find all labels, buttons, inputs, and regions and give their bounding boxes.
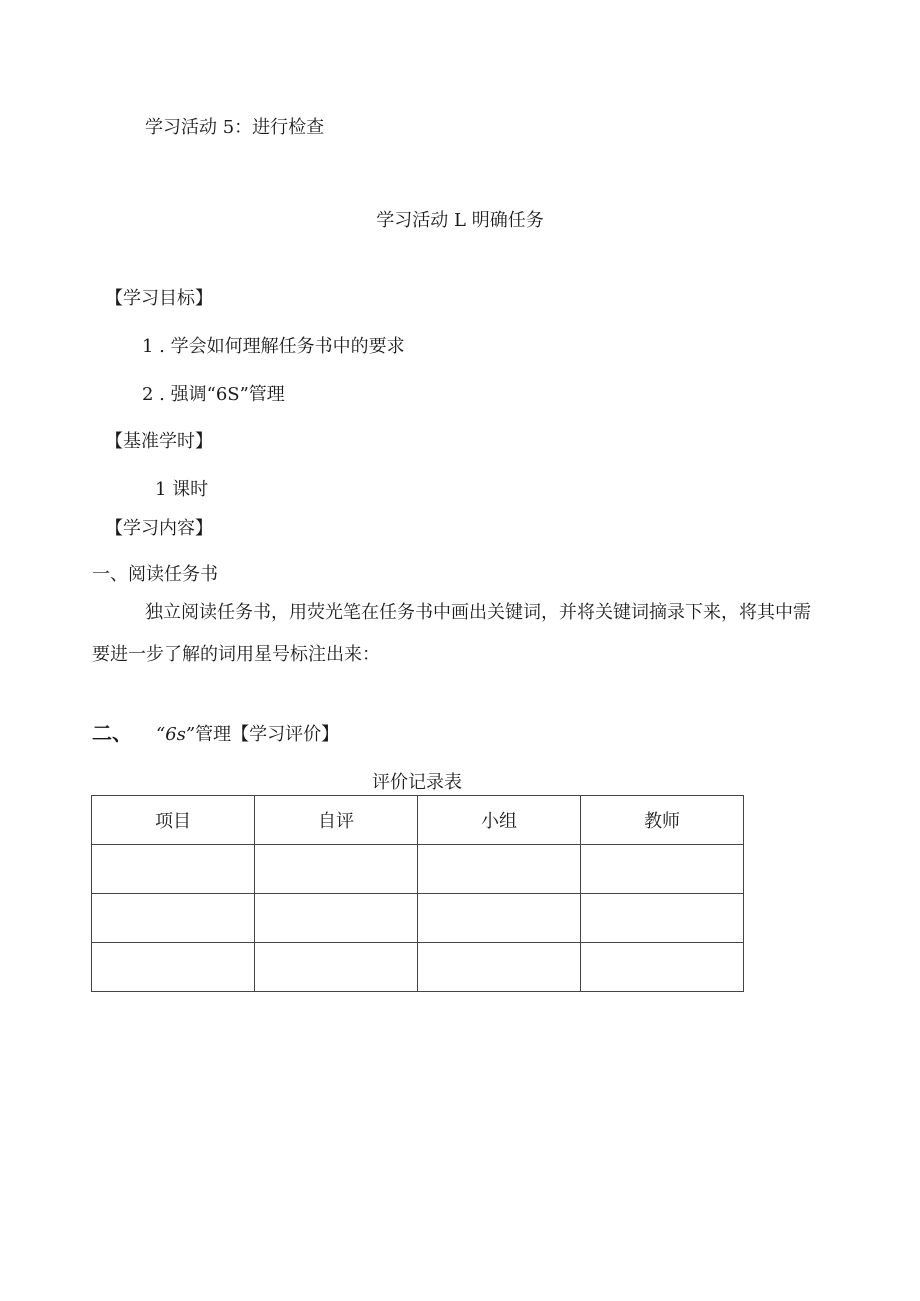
table-cell[interactable] (92, 943, 255, 992)
learning-goals-heading: 【学习目标】 (105, 288, 213, 309)
table-cell[interactable] (255, 894, 418, 943)
section-2-quoted-term: “6s” (156, 724, 196, 745)
evaluation-record-table (91, 795, 744, 992)
activity-5-heading: 学习活动 5：进行检查 (145, 117, 325, 138)
table-row (92, 943, 744, 992)
section-2-title-rest: 管理【学习评价】 (195, 724, 340, 745)
table-cell[interactable] (92, 845, 255, 894)
table-cell[interactable] (418, 894, 581, 943)
table-cell[interactable] (581, 845, 744, 894)
section-2-number: 二、 (92, 721, 132, 745)
table-cell[interactable] (581, 894, 744, 943)
header-item: 项目 (92, 796, 255, 845)
table-cell[interactable] (418, 845, 581, 894)
standard-hours-heading: 【基准学时】 (105, 431, 213, 452)
table-cell[interactable] (255, 845, 418, 894)
goal-item-1: 1 . 学会如何理解任务书中的要求 (142, 336, 405, 357)
section-1-paragraph-line-2: 要进一步了解的词用星号标注出来： (92, 644, 380, 665)
section-1-title: 一、阅读任务书 (92, 564, 218, 585)
table-row (92, 845, 744, 894)
table-cell[interactable] (418, 943, 581, 992)
section-1-paragraph-line-1: 独立阅读任务书，用荧光笔在任务书中画出关键词，并将关键词摘录下来，将其中需 (145, 602, 811, 623)
goal-item-2: 2 . 强调“6S”管理 (142, 384, 285, 405)
activity-1-title: 学习活动 L 明确任务 (376, 210, 544, 231)
table-row (92, 894, 744, 943)
section-2-title (92, 721, 339, 747)
table-caption: 评价记录表 (372, 772, 462, 793)
header-teacher: 教师 (581, 796, 744, 845)
learning-content-heading: 【学习内容】 (105, 518, 213, 539)
header-self-eval: 自评 (255, 796, 418, 845)
table-cell[interactable] (581, 943, 744, 992)
table-header-row (92, 796, 744, 845)
standard-hours-value: 1 课时 (155, 479, 209, 500)
header-group: 小组 (418, 796, 581, 845)
table-cell[interactable] (255, 943, 418, 992)
table-cell[interactable] (92, 894, 255, 943)
